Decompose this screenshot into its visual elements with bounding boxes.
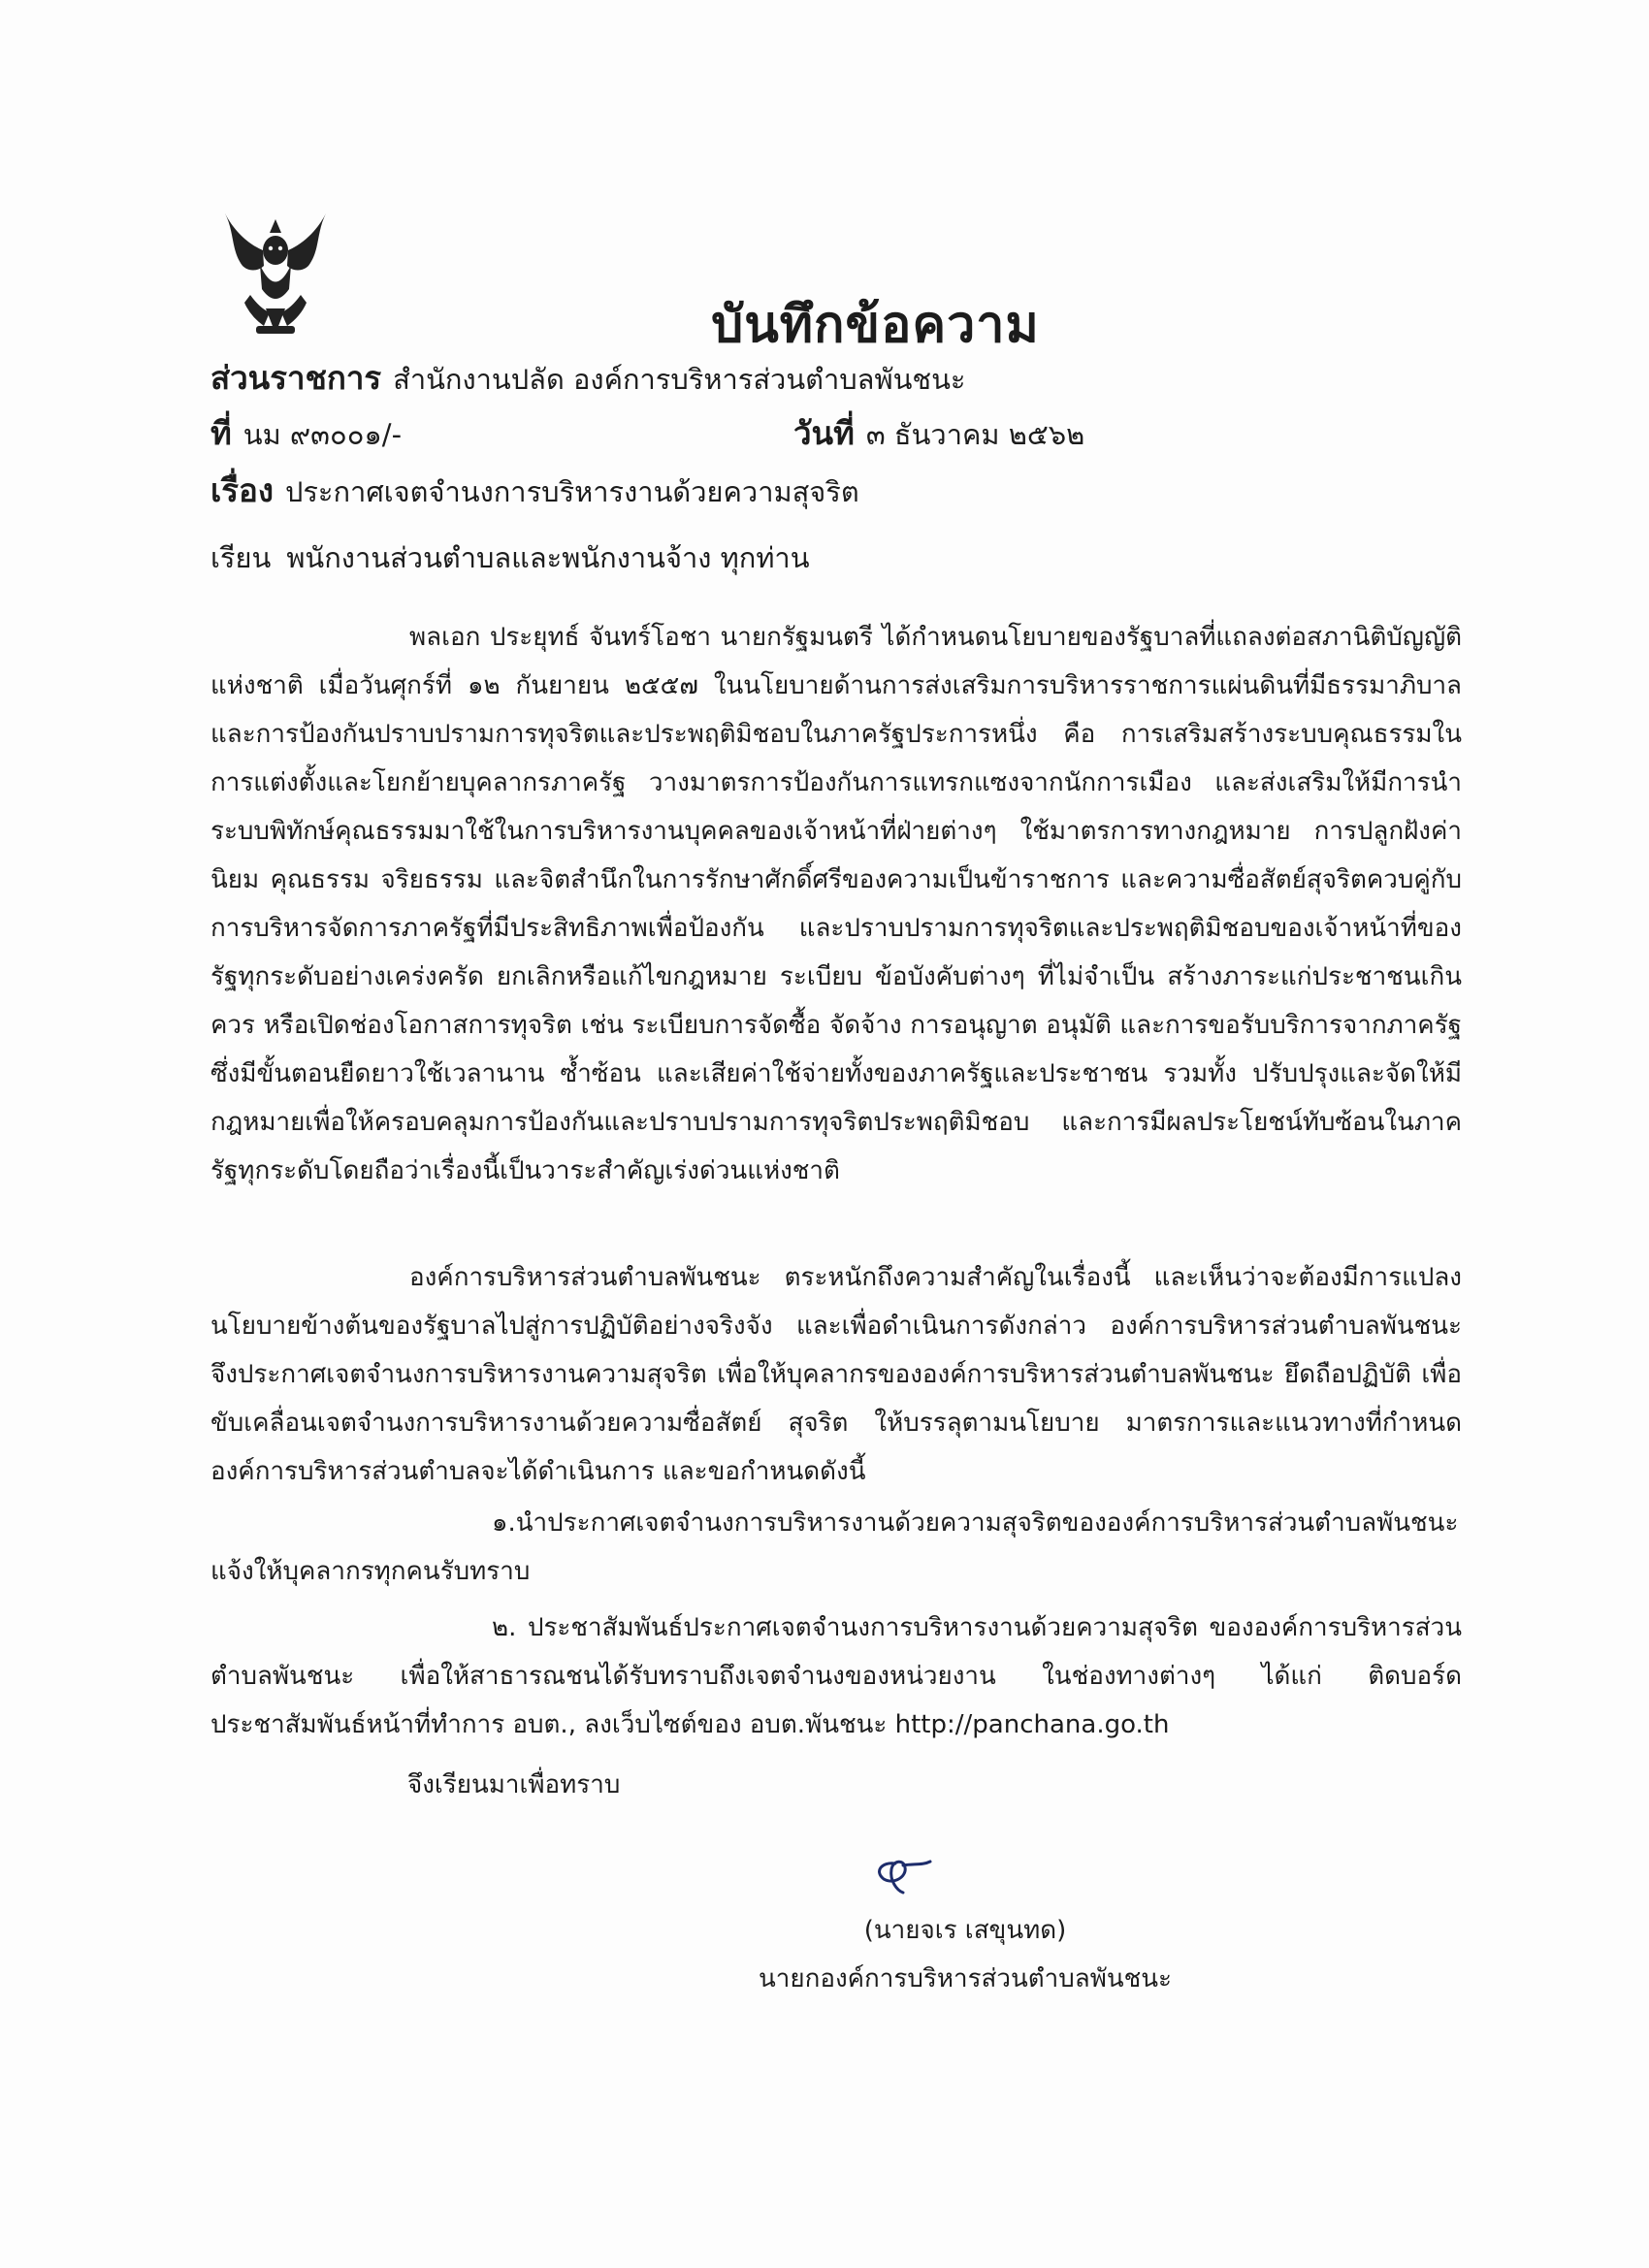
signature-icon (868, 1848, 946, 1896)
signer-block (0, 1906, 1649, 2003)
date-value: ๓ ธันวาคม ๒๕๖๒ (865, 418, 1085, 451)
to-line (210, 536, 810, 579)
ref-line (210, 412, 402, 456)
memo-title: บันทึกข้อความ (711, 296, 1040, 354)
list-item-text: ๑.นำประกาศเจตจำนงการบริหารงานด้วยความสุจริตขององค์การบริหารส่วนตำบลพันชนะ แจ้งให้บุคลากรทุกคนรับทราบ (210, 1508, 1459, 1586)
subject-label: เรื่อง (210, 471, 274, 509)
signer-position: นายกองค์การบริหารส่วนตำบลพันชนะ (759, 1964, 1172, 1993)
subject-line (210, 470, 859, 513)
to-value: พนักงานส่วนตำบลและพนักงานจ้าง ทุกท่าน (286, 541, 810, 574)
subject-value: ประกาศเจตจำนงการบริหารงานด้วยความสุจริต (284, 475, 859, 508)
list-item-1 (210, 1499, 1462, 1596)
agency-label: ส่วนราชการ (210, 359, 382, 397)
ref-label: ที่ (210, 414, 232, 452)
body-paragraph-2 (210, 1253, 1462, 1496)
list-item-text: ๒. ประชาสัมพันธ์ประกาศเจตจำนงการบริหารงานด้วยความสุจริต ขององค์การบริหารส่วนตำบลพันชนะ เพื่อให้สาธารณชนได้รับทราบถึงเจตจำนงของหน่วยงาน ในช่องทางต่างๆ ได้แก่ ติดบอร์ดประชาสัมพันธ์หน้าที่ทำการ อบต., ลงเว็บไซต์ของ อบต.พันชนะ http://panchana.go.th (210, 1613, 1462, 1739)
paragraph-text: พลเอก ประยุทธ์ จันทร์โอชา นายกรัฐมนตรี ได้กำหนดนโยบายของรัฐบาลที่แถลงต่อสภานิติบัญญัติแห่งชาติ เมื่อวันศุกร์ที่ ๑๒ กันยายน ๒๕๕๗ ในนโยบายด้านการส่งเสริมการบริหารราชการแผ่นดินที่มีธรรมาภิบาลและการป้องกันปราบปรามการทุจริตและประพฤติมิชอบในภาครัฐประการหนึ่ง คือ การเสริมสร้างระบบคุณธรรมในการแต่งตั้งและโยกย้ายบุคลากรภาครัฐ วางมาตรการป้องกันการแทรกแซงจากนักการเมือง และส่งเสริมให้มีการนำระบบพิทักษ์คุณธรรมมาใช้ในการบริหารงานบุคคลของเจ้าหน้าที่ฝ่ายต่างๆ ใช้มาตรการทางกฎหมาย การปลูกฝังค่านิยม คุณธรรม จริยธรรม และจิตสำนึกในการรักษาศักดิ์ศรีของความเป็นข้าราชการ และความซื่อสัตย์สุจริตควบคู่กับการบริหารจัดการภาครัฐที่มีประสิทธิภาพเพื่อป้องกัน และปราบปรามการทุจริตและประพฤติมิชอบของเจ้าหน้าที่ของรัฐทุกระดับอย่างเคร่งครัด ยกเลิกหรือแก้ไขกฎหมาย ระเบียบ ข้อบังคับต่างๆ ที่ไม่จำเป็น สร้างภาระแก่ประชาชนเกินควร หรือเปิดช่องโอกาสการทุจริต เช่น ระเบียบการจัดซื้อ จัดจ้าง การอนุญาต อนุมัติ และการขอรับบริการจากภาครัฐ ซึ่งมีขั้นตอนยืดยาวใช้เวลานาน ซ้ำซ้อน และเสียค่าใช้จ่ายทั้งของภาครัฐและประชาชน รวมทั้ง ปรับปรุงและจัดให้มีกฎหมายเพื่อให้ครอบคลุมการป้องกันและปราบปรามการทุจริตประพฤติมิชอบ และการมีผลประโยชน์ทับซ้อนในภาครัฐทุกระดับโดยถือว่าเรื่องนี้เป็นวาระสำคัญเร่งด่วนแห่งชาติ (210, 623, 1462, 1185)
signer-name: (นายจเร เสขุนทด) (863, 1916, 1067, 1945)
closing-line: จึงเรียนมาเพื่อทราบ (407, 1770, 621, 1799)
agency-line (210, 357, 965, 401)
agency-value: สำนักงานปลัด องค์การบริหารส่วนตำบลพันชนะ (393, 363, 966, 396)
paragraph-text: องค์การบริหารส่วนตำบลพันชนะ ตระหนักถึงความสำคัญในเรื่องนี้ และเห็นว่าจะต้องมีการแปลงนโยบายข้างต้นของรัฐบาลไปสู่การปฏิบัติอย่างจริงจัง และเพื่อดำเนินการดังกล่าว องค์การบริหารส่วนตำบลพันชนะ จึงประกาศเจตจำนงการบริหารงานความสุจริต เพื่อให้บุคลากรขององค์การบริหารส่วนตำบลพันชนะ ยึดถือปฏิบัติ เพื่อขับเคลื่อนเจตจำนงการบริหารงานด้วยความซื่อสัตย์ สุจริต ให้บรรลุตามนโยบาย มาตรการและแนวทางที่กำหนด องค์การบริหารส่วนตำบลจะได้ดำเนินการ และขอกำหนดดังนี้ (210, 1263, 1462, 1486)
to-label: เรียน (210, 541, 272, 574)
date-line (793, 412, 1084, 456)
list-item-2 (210, 1604, 1462, 1749)
date-label: วันที่ (793, 414, 855, 452)
ref-value: นม ๙๓๐๐๑/- (242, 418, 403, 451)
body-paragraph-1 (210, 613, 1462, 1195)
